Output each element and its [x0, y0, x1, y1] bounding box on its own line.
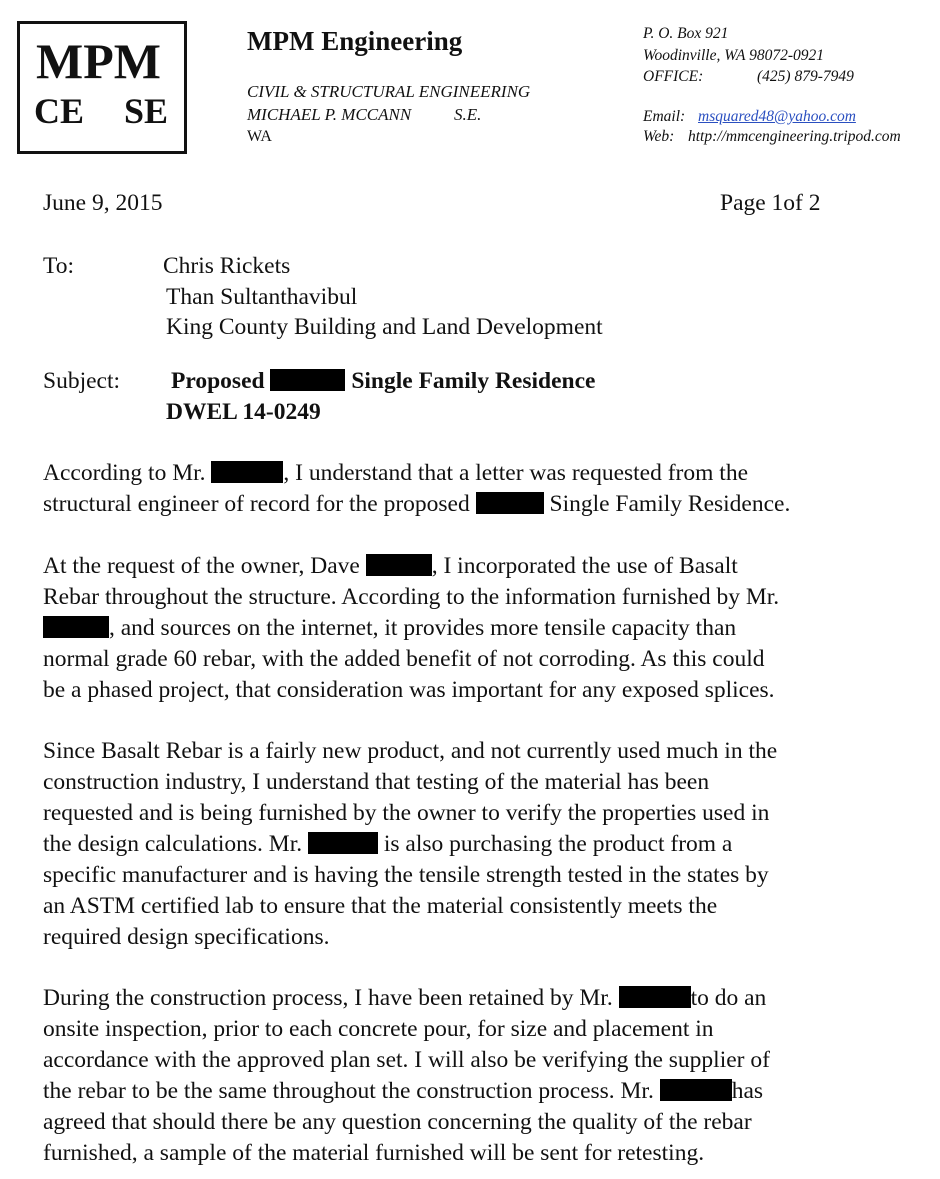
- p1-line-2: [43, 489, 790, 520]
- city-line: Woodinville, WA 98072-0921: [643, 47, 825, 64]
- p2-l1a: At the request of the owner, Dave: [43, 553, 366, 579]
- p2-line-1: [43, 551, 779, 582]
- redaction-bar: [476, 492, 544, 514]
- email-link[interactable]: msquared48@yahoo.com: [698, 108, 856, 125]
- p3-line-2: construction industry, I understand that testing of the material has been: [43, 769, 710, 795]
- permit-number: DWEL 14-0249: [166, 399, 321, 425]
- to-label: To:: [43, 253, 74, 279]
- redaction-bar: [619, 986, 691, 1008]
- p3-line-3: requested and is being furnished by the owner to verify the properties used in: [43, 800, 770, 826]
- recipient-1: Chris Rickets: [163, 253, 291, 279]
- email-label: Email:: [643, 108, 686, 125]
- p4-l1b: to do an: [690, 985, 767, 1011]
- p3-line-6: an ASTM certified lab to ensure that the material consistently meets the: [43, 893, 718, 919]
- recipient-2: Than Sultanthavibul: [166, 284, 358, 310]
- page-number: Page 1of 2: [720, 190, 821, 216]
- firm-state: WA: [247, 128, 272, 145]
- paragraph-1: [43, 458, 790, 520]
- firm-name: MPM Engineering: [247, 26, 463, 56]
- p2-line-4: normal grade 60 rebar, with the added benefit of not corroding. As this could: [43, 646, 765, 672]
- firm-engineer: MICHAEL P. MCCANN: [247, 105, 412, 124]
- p1-l2a: structural engineer of record for the proposed: [43, 491, 476, 517]
- subject-rest: Single Family Residence: [351, 368, 596, 394]
- p4-line-5: agreed that should there be any question concerning the quality of the rebar: [43, 1109, 752, 1135]
- redaction-bar: [308, 832, 378, 854]
- p2-line-5: be a phased project, that consideration was important for any exposed splices.: [43, 677, 775, 703]
- p3-l4b: is also purchasing the product from a: [377, 831, 733, 857]
- redaction-bar: [660, 1079, 732, 1101]
- p3-l4a: the design calculations. Mr.: [43, 831, 308, 857]
- company-logo: [17, 21, 187, 154]
- p3-line-5: specific manufacturer and is having the tensile strength tested in the states by: [43, 862, 769, 888]
- web-address: http://mmcengineering.tripod.com: [688, 128, 901, 145]
- p4-l1a: During the construction process, I have been retained by Mr.: [43, 985, 619, 1011]
- letter-date: June 9, 2015: [43, 190, 163, 216]
- redaction-bar: [366, 554, 432, 576]
- office-label: OFFICE:: [643, 68, 704, 85]
- p4-l4a: the rebar to be the same throughout the construction process. Mr.: [43, 1078, 660, 1104]
- paragraph-4: [43, 983, 770, 1169]
- logo-se: SE: [124, 91, 169, 131]
- subject-line: [171, 368, 595, 395]
- redaction-bar: [211, 461, 283, 483]
- p2-line-3: [43, 613, 779, 644]
- p4-line-6: furnished, a sample of the material furnished will be sent for retesting.: [43, 1140, 705, 1166]
- p1-line-1: [43, 458, 790, 489]
- paragraph-3: [43, 736, 777, 953]
- p3-line-7: required design specifications.: [43, 924, 330, 950]
- p4-l4b: has: [731, 1078, 764, 1104]
- logo-mpm: MPM: [36, 33, 161, 89]
- logo-ce: CE: [34, 91, 85, 131]
- p3-line-4: [43, 829, 777, 860]
- po-box: P. O. Box 921: [643, 25, 729, 42]
- p1-l1a: According to Mr.: [43, 460, 212, 486]
- paragraph-2: [43, 551, 779, 706]
- redaction-bar: [43, 616, 109, 638]
- redaction-bar: [270, 369, 345, 391]
- p4-line-3: accordance with the approved plan set. I will also be verifying the supplier of: [43, 1047, 770, 1073]
- p2-l1b: , I incorporated the use of Basalt: [431, 553, 738, 579]
- recipient-3: King County Building and Land Development: [166, 314, 603, 340]
- subject-proposed: Proposed: [171, 368, 265, 394]
- subject-label: Subject:: [43, 368, 121, 394]
- p3-line-1: Since Basalt Rebar is a fairly new product, and not currently used much in the: [43, 738, 778, 764]
- p2-line-2: Rebar throughout the structure. According to the information furnished by Mr.: [43, 584, 780, 610]
- office-phone: (425) 879-7949: [757, 68, 854, 85]
- firm-discipline: CIVIL & STRUCTURAL ENGINEERING: [247, 82, 531, 101]
- p4-line-1: [43, 983, 770, 1014]
- p1-l1b: , I understand that a letter was requested from the: [283, 460, 748, 486]
- firm-credential: S.E.: [454, 105, 482, 124]
- p4-line-4: [43, 1076, 770, 1107]
- p2-l3b: , and sources on the internet, it provides more tensile capacity than: [109, 615, 737, 641]
- p4-line-2: onsite inspection, prior to each concrete pour, for size and placement in: [43, 1016, 714, 1042]
- p1-l2b: Single Family Residence.: [543, 491, 791, 517]
- web-label: Web:: [643, 128, 675, 145]
